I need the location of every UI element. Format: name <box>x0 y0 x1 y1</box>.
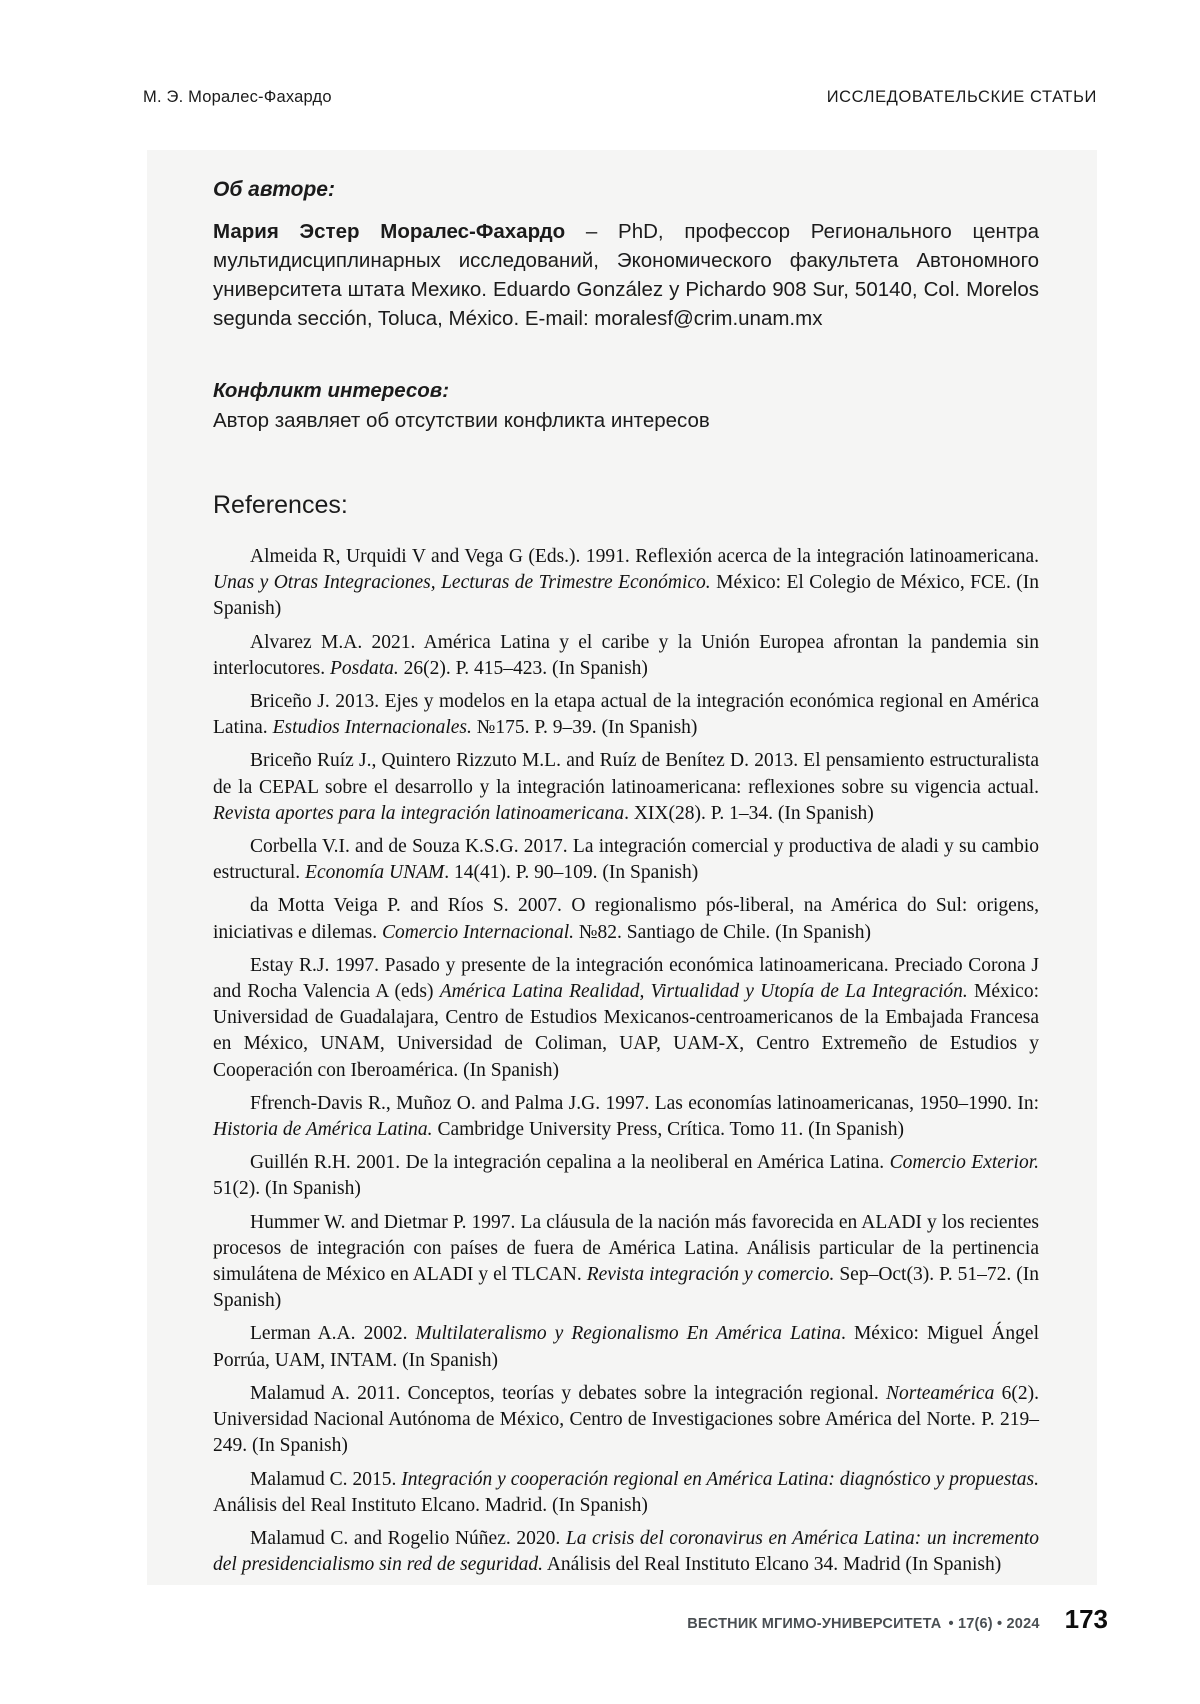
conflict-of-interest-heading: Конфликт интересов: <box>213 379 450 402</box>
reference-run: Almeida R, Urquidi V and Vega G (Eds.). 1991. Reflexión acerca de la integración latinoamericana. <box>250 546 1039 567</box>
reference-run: Briceño Ruíz J., Quintero Rizzuto M.L. and Ruíz de Benítez D. 2013. El pensamiento estructuralista de la CEPAL sobre el desarrollo y la integración latinoamericana: reflexiones sobre su vigencia actual. <box>213 750 1039 798</box>
about-author-heading: Об авторе: <box>213 178 335 201</box>
reference-run: da Motta Veiga P. and Ríos S. 2007. O regionalismo pós-liberal, na América do Sul: origens, iniciativas e dilemas. <box>213 895 1039 943</box>
reference-item <box>213 1467 1039 1519</box>
reference-run: Comercio Internacional. <box>381 921 575 943</box>
page-footer <box>687 1604 1108 1635</box>
reference-run: Estudios Internacionales. <box>272 717 472 739</box>
reference-run: Malamud C. 2015. <box>250 1468 402 1490</box>
reference-run: 51(2). (In Spanish) <box>213 1178 361 1200</box>
running-header-author: М. Э. Моралес-Фахардо <box>143 88 332 106</box>
reference-run: Lerman A.A. 2002. <box>250 1323 416 1345</box>
reference-run: 26(2). P. 415–423. (In Spanish) <box>398 657 648 679</box>
reference-run: Norteamérica <box>886 1382 995 1404</box>
reference-run: Cambridge University Press, Crítica. Tomo 11. (In Spanish) <box>432 1119 905 1141</box>
reference-item <box>213 1210 1039 1315</box>
reference-run: Malamud C. and Rogelio Núñez. 2020. <box>250 1527 566 1549</box>
reference-item <box>213 630 1039 682</box>
reference-run: Alvarez M.A. 2021. América Latina y el caribe y la Unión Europea afrontan la pandemia sin interlocutores. <box>213 631 1039 679</box>
reference-run: México: El Colegio de México, FCE. (In Spanish) <box>213 572 1039 620</box>
conflict-of-interest-statement: Автор заявляет об отсутствии конфликта интересов <box>213 409 710 432</box>
reference-run: América Latina Realidad, Virtualidad y Utopía de La Integración. <box>439 981 968 1003</box>
reference-run: №175. P. 9–39. (In Spanish) <box>471 717 698 739</box>
content-panel <box>147 150 1097 1585</box>
reference-item <box>213 748 1039 827</box>
reference-item <box>213 953 1039 1084</box>
reference-run: Guillén R.H. 2001. De la integración cepalina a la neoliberal en América Latina. <box>250 1152 890 1174</box>
reference-item <box>213 1321 1039 1373</box>
reference-item <box>213 1150 1039 1202</box>
footer-journal-title: ВЕСТНИК МГИМО-УНИВЕРСИТЕТА <box>687 1616 942 1632</box>
reference-run: 6(2). Universidad Nacional Autónoma de México, Centro de Investigaciones sobre América del Norte. P. 219–249. (In Spanish) <box>213 1382 1039 1457</box>
reference-run: Historia de América Latina. <box>213 1119 433 1141</box>
reference-item <box>213 544 1039 623</box>
reference-run: Comercio Exterior. <box>889 1152 1039 1174</box>
reference-run: . 14(41). P. 90–109. (In Spanish) <box>444 862 699 884</box>
reference-run: №82. Santiago de Chile. (In Spanish) <box>574 921 872 943</box>
reference-item <box>213 1381 1039 1460</box>
references-list <box>213 544 1039 1578</box>
reference-run: La crisis del coronavirus en América Latina: un incremento del presidencialismo sin red de seguridad. <box>213 1527 1039 1576</box>
author-details: – PhD, профессор Регионального центра мультидисциплинарных исследований, Экономического факультета Автономного университета штата Мехико. Eduardo González y Pichardo 908 Sur, 50140, Col. Morelos segunda sección, Toluca, México. E-mail: moralesf@crim.unam.mx <box>213 220 1039 330</box>
reference-run: Hummer W. and Dietmar P. 1997. La cláusula de la nación más favorecida en ALADI y los recientes procesos de integración con países de fuera de América Latina. Análisis particular de la pertinencia simulátena de México en ALADI y el TLCAN. <box>213 1211 1039 1286</box>
footer-issue-info: • 17(6) • 2024 <box>948 1616 1040 1632</box>
reference-run: Posdata. <box>329 657 399 679</box>
reference-run: Multilateralismo y Regionalismo En América Latina <box>415 1323 842 1345</box>
reference-run: Revista integración y comercio. <box>586 1264 835 1286</box>
reference-run: Análisis del Real Instituto Elcano 34. Madrid (In Spanish) <box>543 1554 1002 1576</box>
reference-run: . XIX(28). P. 1–34. (In Spanish) <box>624 802 874 824</box>
reference-item <box>213 1091 1039 1143</box>
reference-run: Unas y Otras Integraciones, Lecturas de Trimestre Económico. <box>213 572 711 594</box>
reference-item <box>213 834 1039 886</box>
reference-run: Economía UNAM <box>305 862 445 884</box>
author-name: Мария Эстер Моралес-Фахардо <box>213 220 566 243</box>
reference-run: Integración y cooperación regional en América Latina: diagnóstico y propuestas. <box>401 1468 1040 1490</box>
reference-run: Corbella V.I. and de Souza K.S.G. 2017. La integración comercial y productiva de aladi y su cambio estructural. <box>213 836 1039 884</box>
reference-run: Estay R.J. 1997. Pasado y presente de la integración económica latinoamericana. Preciado Corona J and Rocha Valencia A (eds) <box>213 954 1039 1003</box>
reference-run: México: Universidad de Guadalajara, Centro de Estudios Mexicanos-centroamericanos de la Embajada Francesa en México, UNAM, Universidad de Coliman, UAP, UAM-X, Centro Extremeño de Estudios y Cooperación con Iberoamérica. (In Spanish) <box>213 981 1039 1081</box>
reference-item <box>213 689 1039 741</box>
reference-item <box>213 1526 1039 1578</box>
running-header <box>143 88 1097 107</box>
running-header-section: ИССЛЕДОВАТЕЛЬСКИЕ СТАТЬИ <box>826 88 1097 106</box>
reference-run: Ffrench-Davis R., Muñoz O. and Palma J.G. 1997. Las economías latinoamericanas, 1950–1990. In: <box>250 1092 1039 1114</box>
reference-run: . México: Miguel Ángel Porrúa, UAM, INTAM. (In Spanish) <box>213 1323 1039 1371</box>
reference-run: Briceño J. 2013. Ejes y modelos en la etapa actual de la integración económica regional en América Latina. <box>213 691 1039 739</box>
reference-run: Malamud A. 2011. Conceptos, teorías y debates sobre la integración regional. <box>250 1382 887 1404</box>
references-heading: References: <box>213 491 348 519</box>
reference-run: Análisis del Real Instituto Elcano. Madrid. (In Spanish) <box>213 1494 648 1516</box>
footer-page-number: 173 <box>1064 1604 1108 1634</box>
about-author-text <box>213 217 1039 333</box>
reference-run: Sep–Oct(3). P. 51–72. (In Spanish) <box>213 1264 1039 1312</box>
reference-item <box>213 893 1039 945</box>
reference-run: Revista aportes para la integración latinoamericana <box>213 802 625 824</box>
